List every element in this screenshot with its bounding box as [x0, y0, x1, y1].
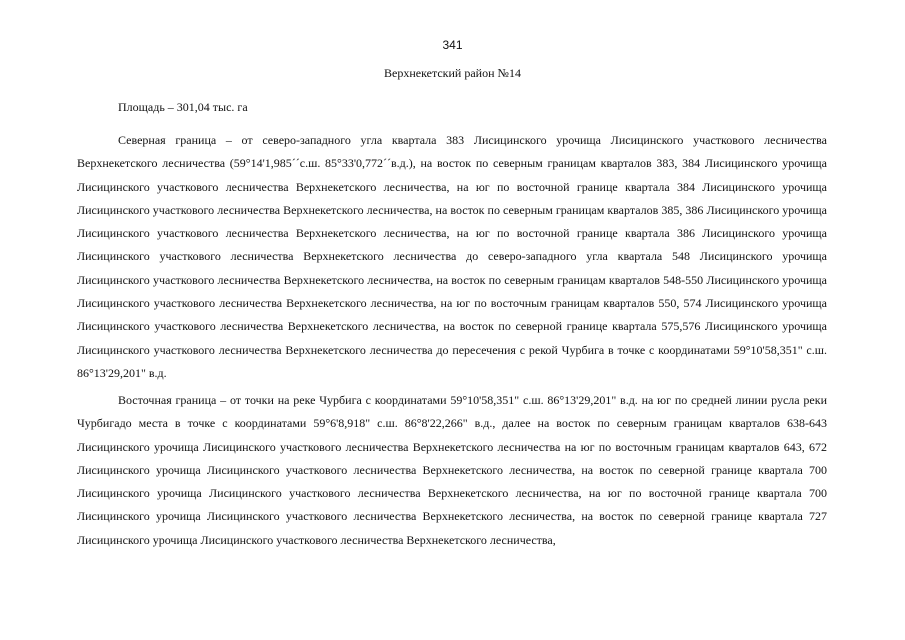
area-line: Площадь – 301,04 тыс. га: [118, 100, 248, 114]
paragraph-east-boundary: Восточная граница – от точки на реке Чурбига с координатами 59°10'58,351" с.ш. 86°13'29,201" в.д. на юг по средней линии русла реки Чурбигадо места в точке с координатами 59°6'8,918" с.ш. 86°8'22,266" в.д., далее на восток по северным границам кварталов 638-643 Лисицинского урочища Лисицинского участкового лесничества Верхнекетского лесничества на юг по восточным границам кварталов 643, 672 Лисицинского урочища Лисицинского участкового лесничества Верхнекетского лесничества, на восток по северной границе квартала 700 Лисицинского урочища Лисицинского участкового лесничества Верхнекетского лесничества, на юг по восточной границе квартала 700 Лисицинского урочища Лисицинского участкового лесничества Верхнекетского лесничества, на восток по северной границе квартала 727 Лисицинского урочища Лисицинского участкового лесничества Верхнекетского лесничества,: [77, 393, 827, 547]
paragraph-north-boundary: Северная граница – от северо-западного угла квартала 383 Лисицинского урочища Лисицинского участкового лесничества Верхнекетского лесничества (59°14'1,985´´с.ш. 85°33'0,772´´в.д.), на восток по северным границам кварталов 383, 384 Лисицинского урочища Лисицинского участкового лесничества Верхнекетского лесничества, на юг по восточной границе квартала 384 Лисицинского урочища Лисицинского участкового лесничества Верхнекетского лесничества, на восток по северным границам кварталов 385, 386 Лисицинского урочища Лисицинского участкового лесничества Верхнекетского лесничества, на юг по восточной границе квартала 386 Лисицинского урочища Лисицинского участкового лесничества Верхнекетского лесничества до северо-западного угла квартала 548 Лисицинского урочища Лисицинского участкового лесничества Верхнекетского лесничества, на восток по северным границам кварталов 548-550 Лисицинского урочища Лисицинского участкового лесничества Верхнекетского лесничества, на юг по восточным границам кварталов 550, 574 Лисицинского урочища Лисицинского участкового лесничества Верхнекетского лесничества, на восток по северной границе квартала 575,576 Лисицинского урочища Лисицинского участкового лесничества Верхнекетского лесничества до пересечения с рекой Чурбига в точке с координатами 59°10'58,351" с.ш. 86°13'29,201" в.д.: [77, 133, 827, 380]
page-number: 341: [442, 38, 463, 52]
page-title: Верхнекетский район №14: [384, 66, 521, 80]
